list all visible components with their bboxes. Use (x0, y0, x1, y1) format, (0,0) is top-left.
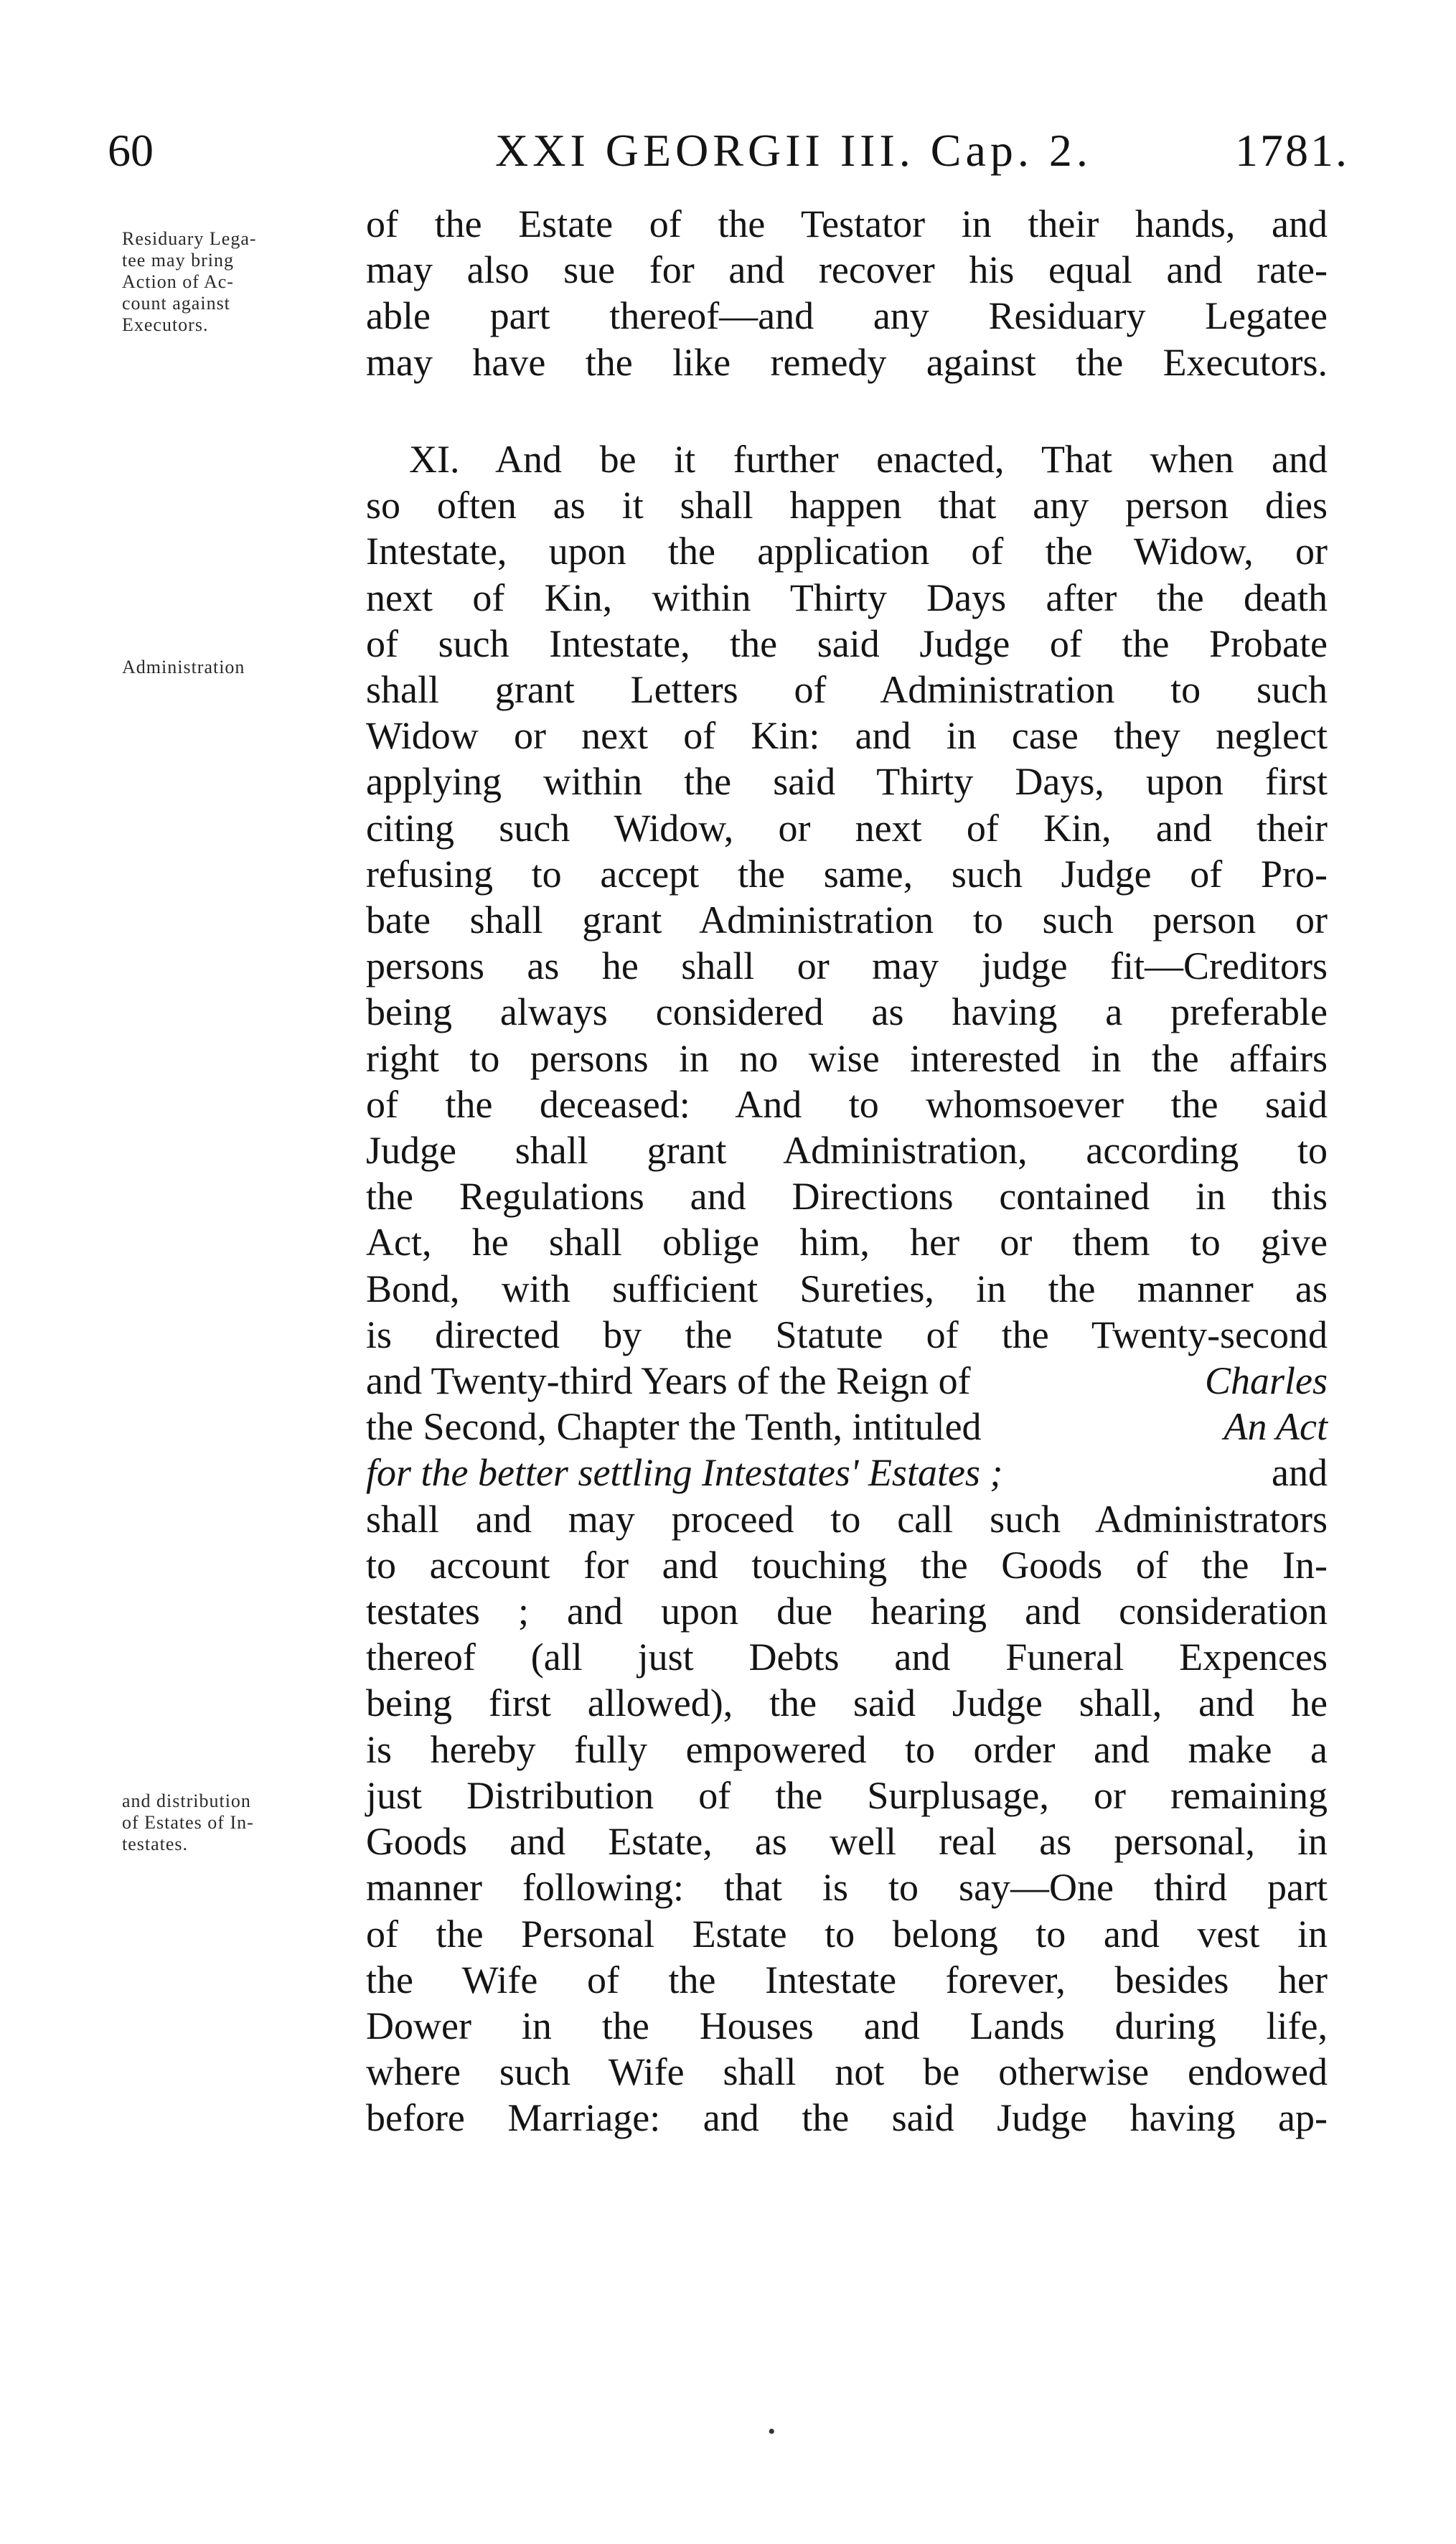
page-number: 60 (108, 125, 154, 176)
text-line (366, 1450, 1328, 1496)
text-line: of the Estate of the Testator in their hands, and (366, 202, 1328, 245)
text-line: is hereby fully empowered to order and make a (366, 1727, 1328, 1771)
text-line: testates ; and upon due hearing and consideration (366, 1590, 1328, 1633)
text-line: citing such Widow, or next of Kin, and their (366, 806, 1328, 850)
text-line: Bond, with sufficient Sureties, in the manner as (366, 1267, 1328, 1310)
text-line: Judge shall grant Administration, according to (366, 1129, 1328, 1173)
text-line: thereof (all just Debts and Funeral Expences (366, 1635, 1328, 1679)
text-line: Goods and Estate, as well real as personal, in (366, 1820, 1328, 1864)
text-line: persons as he shall or may judge fit—Creditors (366, 944, 1328, 988)
margin-note-line: tee may bring (122, 250, 234, 271)
margin-note-line: Executors. (122, 314, 209, 335)
margin-note-line: Action of Ac- (122, 271, 234, 292)
italic-text-run: for the better settling Intestates' Estates ; (366, 1451, 1003, 1495)
text-line: so often as it shall happen that any person dies (366, 484, 1328, 527)
text-line: refusing to accept the same, such Judge of Pro- (366, 852, 1328, 896)
text-line: may also sue for and recover his equal and rate- (366, 248, 1328, 292)
margin-note-line: count against (122, 293, 230, 314)
text-line: being first allowed), the said Judge shall, and he (366, 1681, 1328, 1725)
italic-text-run: Charles (1204, 1359, 1328, 1403)
text-run: the Second, Chapter the Tenth, intituled (366, 1405, 992, 1449)
margin-note-line: Administration (122, 657, 245, 677)
margin-note-administration (122, 657, 352, 678)
text-line: before Marriage: and the said Judge having ap- (366, 2096, 1328, 2140)
text-line: the Wife of the Intestate forever, besides her (366, 1958, 1328, 2001)
text-line: of the Personal Estate to belong to and vest in (366, 1912, 1328, 1956)
text-line: Act, he shall oblige him, her or them to give (366, 1221, 1328, 1264)
text-line: being always considered as having a preferable (366, 990, 1328, 1034)
text-line (366, 1404, 1328, 1450)
margin-note-distribution (122, 1790, 352, 1855)
running-header (108, 118, 1349, 183)
italic-text-run: An Act (1223, 1405, 1328, 1449)
running-title: XXI GEORGII III. Cap. 2. (495, 125, 1092, 176)
page-bottom-mark: • (768, 2420, 776, 2444)
text-line: applying within the said Thirty Days, upon first (366, 760, 1328, 804)
section-xi-paragraph (366, 436, 1328, 2141)
text-line: right to persons in no wise interested in the affairs (366, 1036, 1328, 1080)
text-line: where such Wife shall not be otherwise endowed (366, 2050, 1328, 2094)
text-line: may have the like remedy against the Executors. (366, 340, 1328, 384)
text-line: next of Kin, within Thirty Days after the death (366, 576, 1328, 619)
text-line: shall and may proceed to call such Administrators (366, 1497, 1328, 1541)
text-line: just Distribution of the Surplusage, or remaining (366, 1773, 1328, 1817)
text-run: and (1262, 1451, 1328, 1495)
margin-note-residuary-legatee (122, 228, 352, 336)
text-line: of the deceased: And to whomsoever the said (366, 1082, 1328, 1126)
margin-note-line: testates. (122, 1834, 189, 1854)
text-line: bate shall grant Administration to such person or (366, 898, 1328, 942)
text-line: is directed by the Statute of the Twenty-second (366, 1313, 1328, 1356)
continuation-paragraph (366, 201, 1328, 385)
margin-note-line: of Estates of In- (122, 1812, 254, 1833)
text-line: Dower in the Houses and Lands during life, (366, 2004, 1328, 2047)
text-line: the Regulations and Directions contained in this (366, 1175, 1328, 1219)
text-line: Widow or next of Kin: and in case they neglect (366, 714, 1328, 758)
text-line: manner following: that is to say—One third part (366, 1866, 1328, 1910)
text-line: of such Intestate, the said Judge of the Probate (366, 621, 1328, 665)
text-line: shall grant Letters of Administration to such (366, 668, 1328, 712)
page-year: 1781. (1235, 125, 1349, 176)
margin-note-line: and distribution (122, 1790, 251, 1811)
text-line (366, 1358, 1328, 1404)
text-line: able part thereof—and any Residuary Legatee (366, 294, 1328, 338)
text-line: Intestate, upon the application of the Widow, or (366, 530, 1328, 573)
text-line: to account for and touching the Goods of the In- (366, 1543, 1328, 1587)
margin-note-line: Residuary Lega- (122, 228, 257, 249)
text-run: and Twenty-third Years of the Reign of (366, 1359, 981, 1403)
text-line: XI. And be it further enacted, That when and (409, 438, 1328, 481)
